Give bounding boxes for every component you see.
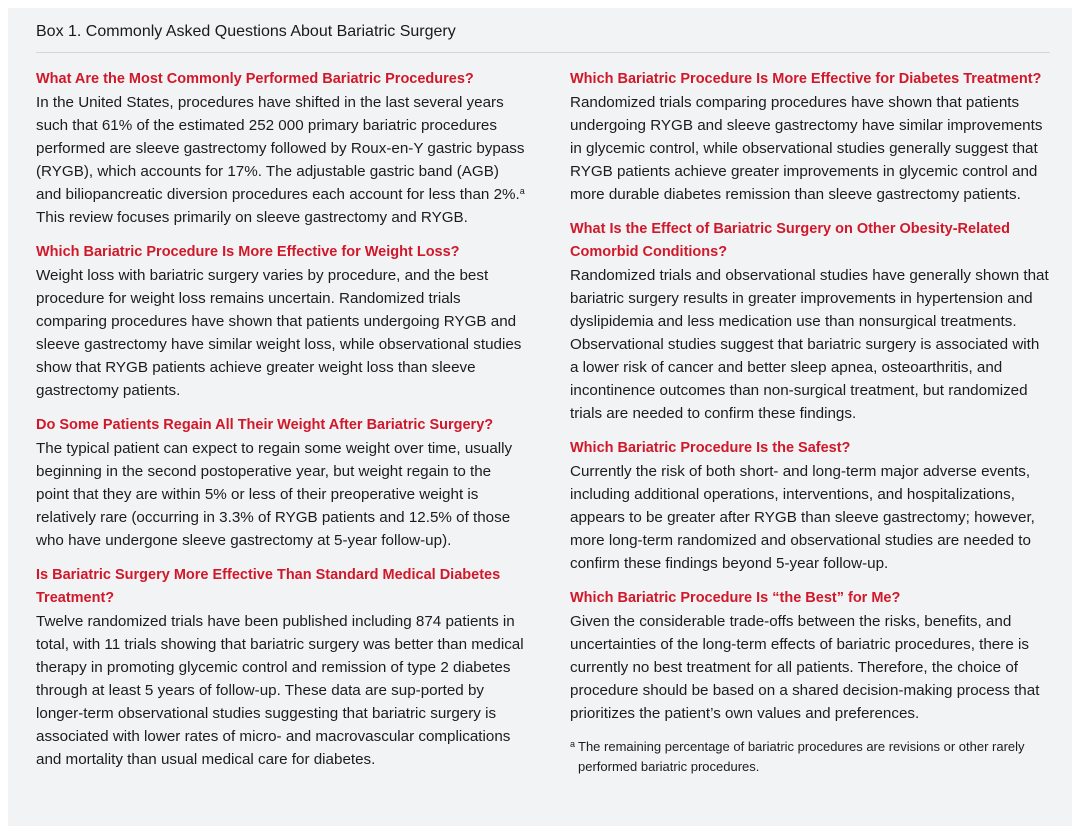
footnote-text: The remaining percentage of bariatric procedures are revisions or other rarely performed bariatric procedures. bbox=[578, 739, 1025, 774]
question-heading: Is Bariatric Surgery More Effective Than Standard Medical Diabetes Treatment? bbox=[36, 567, 501, 606]
right-column bbox=[570, 68, 1050, 777]
question-heading: What Are the Most Commonly Performed Bariatric Procedures? bbox=[36, 71, 474, 87]
title-divider bbox=[36, 52, 1050, 53]
question-heading: Which Bariatric Procedure Is “the Best” for Me? bbox=[570, 590, 901, 606]
answer-text: The typical patient can expect to regain some weight over time, usually beginning in the second postoperative year, but weight regain to the point that they are within 5% or less of their preoperative weight is relatively rare (occurring in 3.3% of RYGB patients and 12.5% of those who have undergone sleeve gastrectomy at 5-year follow-up). bbox=[36, 440, 513, 549]
answer-text: Twelve randomized trials have been published including 874 patients in total, with 11 trials showing that bariatric surgery was better than medical therapy in promoting glycemic control and remission of type 2 diabetes through at least 5 years of follow-up. These data are sup-ported by longer-term observational studies suggesting that bariatric surgery is associated with lower rates of micro- and macrovascular complications and mortality than usual medical care for diabetes. bbox=[36, 613, 524, 768]
box-title: Box 1. Commonly Asked Questions About Bariatric Surgery bbox=[36, 23, 456, 40]
answer-text: In the United States, procedures have shifted in the last several years such that 61% of the estimated 252 000 primary bariatric procedures performed are sleeve gastrectomy followed by Roux-en-Y gastric bypass (RYGB), which accounts for 17%. The adjustable gastric band (AGB) and biliopancreatic diversion procedures each account for less than 2%.$^a$ This review focuses primarily on sleeve gastrectomy and RYGB. bbox=[36, 94, 525, 226]
answer-text: Currently the risk of both short- and long-term major adverse events, including additional operations, interventions, and hospitalizations, appears to be greater after RYGB than sleeve gastrectomy; however, more long-term randomized and observational studies are needed to confirm these findings beyond 5-year follow-up. bbox=[570, 463, 1035, 572]
footnote-marker: a bbox=[519, 186, 525, 196]
answer-text: Randomized trials and observational studies have generally shown that bariatric surgery results in greater improvements in hypertension and dyslipidemia and less medication use than nonsurgical treatments. Observational studies suggest that bariatric surgery is associated with a lower risk of cancer and better sleep apnea, osteoarthritis, and incontinence outcomes than non-surgical treatment, but randomized trials are needed to confirm these findings. bbox=[570, 267, 1049, 422]
question-heading: Which Bariatric Procedure Is the Safest? bbox=[570, 440, 851, 456]
left-column bbox=[36, 68, 526, 783]
answer-text: Randomized trials comparing procedures have shown that patients undergoing RYGB and sleeve gastrectomy have similar improvements in glycemic control, while observational studies generally suggest that RYGB patients achieve greater improvements in glycemic control and more durable diabetes remission than sleeve gastrectomy patients. bbox=[570, 94, 1043, 203]
answer-text: Weight loss with bariatric surgery varies by procedure, and the best procedure for weight loss remains uncertain. Randomized trials comparing procedures have shown that patients undergoing RYGB and sleeve gastrectomy have similar weight loss, while observational studies show that RYGB patients achieve greater weight loss than sleeve gastrectomy patients. bbox=[36, 267, 522, 399]
question-heading: Do Some Patients Regain All Their Weight After Bariatric Surgery? bbox=[36, 417, 494, 433]
question-heading: What Is the Effect of Bariatric Surgery on Other Obesity-Related Comorbid Conditions? bbox=[570, 221, 1010, 260]
question-heading: Which Bariatric Procedure Is More Effective for Weight Loss? bbox=[36, 244, 460, 260]
faq-box bbox=[8, 8, 1072, 826]
footnote: a The remaining percentage of bariatric procedures are revisions or other rarely performed bariatric procedures. bbox=[570, 739, 1025, 774]
question-heading: Which Bariatric Procedure Is More Effective for Diabetes Treatment? bbox=[570, 71, 1042, 87]
answer-text: Given the considerable trade-offs between the risks, benefits, and uncertainties of the long-term effects of bariatric procedures, there is currently no best treatment for all patients. Therefore, the choice of procedure should be based on a shared decision-making process that prioritizes the patient’s own values and preferences. bbox=[570, 613, 1040, 722]
